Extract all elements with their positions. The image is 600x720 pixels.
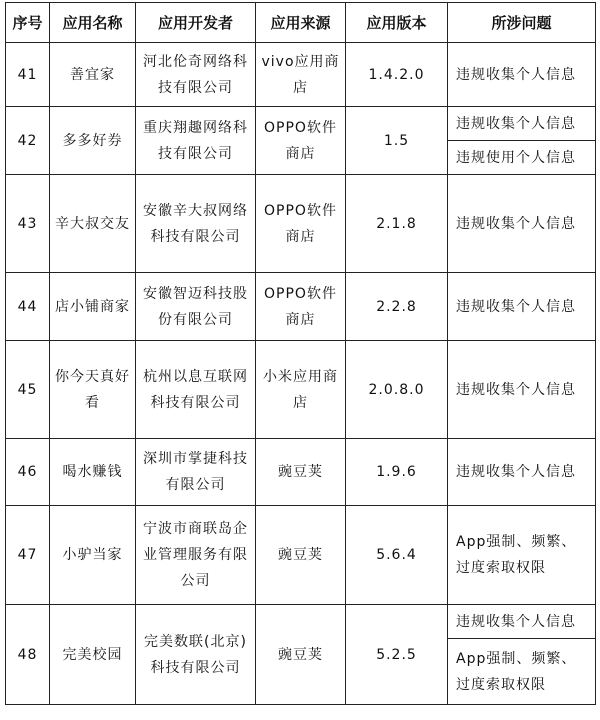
row-version: 1.5 (346, 107, 448, 175)
row-no: 42 (6, 107, 50, 175)
header-no: 序号 (6, 3, 50, 43)
table-row (6, 439, 596, 506)
row-issue: 违规收集个人信息 (448, 273, 596, 341)
row-version: 2.0.8.0 (346, 341, 448, 439)
app-violation-table (5, 2, 596, 705)
row-source: 豌豆荚 (256, 506, 346, 605)
table-row (6, 506, 596, 605)
row-issue: 违规收集个人信息 (448, 605, 596, 639)
row-source: OPPO软件商店 (256, 175, 346, 273)
row-app-name: 善宜家 (50, 43, 136, 107)
row-no: 46 (6, 439, 50, 506)
row-app-name: 店小铺商家 (50, 273, 136, 341)
row-developer: 重庆翔趣网络科技有限公司 (136, 107, 256, 175)
table-row (6, 273, 596, 341)
row-source: vivo应用商店 (256, 43, 346, 107)
table-header-row (6, 3, 596, 43)
row-version: 1.9.6 (346, 439, 448, 506)
table-row (6, 43, 596, 107)
row-issue: 违规收集个人信息 (448, 43, 596, 107)
row-developer: 完美数联(北京)科技有限公司 (136, 605, 256, 705)
row-issue: 违规使用个人信息 (448, 141, 596, 175)
row-issue: 违规收集个人信息 (448, 175, 596, 273)
row-no: 44 (6, 273, 50, 341)
row-version: 1.4.2.0 (346, 43, 448, 107)
row-version: 5.6.4 (346, 506, 448, 605)
table-row (6, 107, 596, 141)
row-app-name: 辛大叔交友 (50, 175, 136, 273)
row-developer: 安徽辛大叔网络科技有限公司 (136, 175, 256, 273)
row-no: 47 (6, 506, 50, 605)
header-issues: 所涉问题 (448, 3, 596, 43)
row-no: 43 (6, 175, 50, 273)
row-app-name: 你今天真好看 (50, 341, 136, 439)
header-developer: 应用开发者 (136, 3, 256, 43)
row-app-name: 小驴当家 (50, 506, 136, 605)
row-developer: 深圳市掌捷科技有限公司 (136, 439, 256, 506)
row-developer: 宁波市商联岛企业管理服务有限公司 (136, 506, 256, 605)
row-source: 小米应用商店 (256, 341, 346, 439)
row-source: 豌豆荚 (256, 439, 346, 506)
table-row (6, 605, 596, 639)
row-app-name: 多多好券 (50, 107, 136, 175)
row-app-name: 喝水赚钱 (50, 439, 136, 506)
row-app-name: 完美校园 (50, 605, 136, 705)
row-version: 2.1.8 (346, 175, 448, 273)
row-issue: 违规收集个人信息 (448, 341, 596, 439)
header-app-name: 应用名称 (50, 3, 136, 43)
table-row (6, 341, 596, 439)
row-source: 豌豆荚 (256, 605, 346, 705)
row-no: 48 (6, 605, 50, 705)
row-source: OPPO软件商店 (256, 273, 346, 341)
row-developer: 安徽智迈科技股份有限公司 (136, 273, 256, 341)
row-no: 45 (6, 341, 50, 439)
row-source: OPPO软件商店 (256, 107, 346, 175)
header-source: 应用来源 (256, 3, 346, 43)
row-version: 5.2.5 (346, 605, 448, 705)
row-issue: 违规收集个人信息 (448, 107, 596, 141)
row-version: 2.2.8 (346, 273, 448, 341)
row-developer: 河北伦奇网络科技有限公司 (136, 43, 256, 107)
row-issue: 违规收集个人信息 (448, 439, 596, 506)
row-no: 41 (6, 43, 50, 107)
table-row (6, 175, 596, 273)
row-issue: App强制、频繁、过度索取权限 (448, 506, 596, 605)
row-developer: 杭州以息互联网科技有限公司 (136, 341, 256, 439)
row-issue: App强制、频繁、过度索取权限 (448, 639, 596, 705)
header-version: 应用版本 (346, 3, 448, 43)
